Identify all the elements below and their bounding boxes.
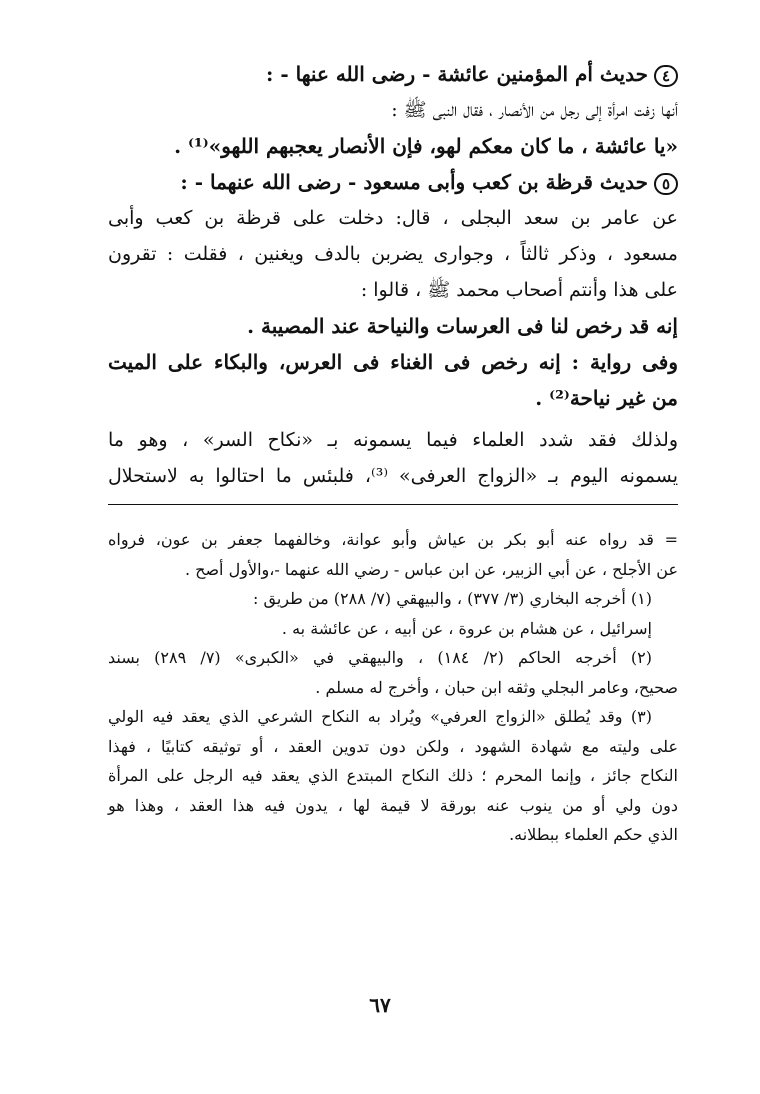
footnotes [108, 525, 678, 850]
section-4-number: ٤ [654, 65, 678, 87]
footnote-cont-line: عن الأجلح ، عن أبي الزبير، عن ابن عباس - رضي الله عنهما -،والأول أصح . [184, 559, 678, 579]
footnote-divider [108, 504, 678, 505]
section-5-variant-end: من غير نياحة⁽²⁾ . [535, 386, 678, 410]
section-4-quote: «يا عائشة ، ما كان معكم لهو، فإن الأنصار يعجبهم اللهو»⁽¹⁾ . [174, 134, 678, 158]
conclusion-line: ولذلك فقد شدد العلماء فيما يسمونه بـ «نكاح السر» ، وهو ما [108, 429, 678, 451]
footnote-3-line: الذي حكم العلماء ببطلانه. [509, 825, 678, 844]
footnote-1-line: إسرائيل ، عن هشام بن عروة ، عن أبيه ، عن عائشة به . [281, 618, 652, 638]
section-5-text-line: على هذا وأنتم أصحاب محمد ﷺ ، قالوا : [360, 279, 678, 301]
section-4-text: أنها زفت امرأة إلى رجل من الأنصار ، فقال النبى ﷺ : [391, 99, 678, 121]
page-number: ٦٧ [369, 993, 391, 1017]
section-5-quote: إنه قد رخص لنا فى العرسات والنياحة عند المصيبة . [247, 314, 678, 338]
section-4-heading-text: حديث أم المؤمنين عائشة - رضى الله عنها - : [265, 62, 648, 86]
section-5-text-line: عن عامر بن سعد البجلى ، قال: دخلت على قرظة بن كعب وأبى [108, 207, 678, 229]
footnote-3-line: على وليته مع شهادة الشهود ، ولكن دون تدوين العقد ، أو توثيقه كتابيًا ، فهذا [108, 736, 678, 756]
footnote-3-line: دون ولي أو من ينوب عنه بورقة لا قيمة لها ، يدون فيه هذا العقد ، وهذا هو [108, 795, 678, 815]
section-4-heading [108, 56, 678, 92]
conclusion-line: يسمونه اليوم بـ «الزواج العرفى» ⁽³⁾، فلبئس ما احتالوا به لاستحلال [108, 465, 678, 487]
footnote-3-line: النكاح جائز ، وإنما المحرم ؛ ذلك النكاح المبتدع الذي يعقد فيه الرجل على المرأة [108, 766, 678, 785]
page-body [108, 56, 678, 850]
footnote-2-line: (٢) أخرجه الحاكم (٢/ ١٨٤) ، والبيهقي في «الكبرى» (٧/ ٢٨٩) بسند [108, 648, 653, 667]
footnote-3-line: (٣) وقد يُطلق «الزواج العرفي» ويُراد به النكاح الشرعي الذي يعقد فيه الولي [108, 707, 652, 726]
footnote-2-line: صحيح، وعامر البجلي وثقه ابن حبان ، وأخرج له مسلم . [315, 677, 678, 697]
footnote-1-line: (١) أخرجه البخاري (٣/ ٣٧٧) ، والبيهقي (٧/ ٢٨٨) من طريق : [253, 589, 652, 608]
section-5-number: ٥ [654, 173, 678, 195]
section-5-text-line: مسعود ، وذكر ثالثاً ، وجوارى يضربن بالدف ويغنين ، فقلت : تقرون [108, 243, 678, 265]
section-5-heading [108, 164, 678, 200]
footnote-cont-line: = قد رواه عنه أبو بكر بن عياش وأبو عوانة، وخالفهما جعفر بن عون، فرواه [108, 530, 678, 549]
section-5-variant: وفى رواية : إنه رخص فى الغناء فى العرس، والبكاء على الميت [108, 350, 678, 374]
section-5-heading-text: حديث قرظة بن كعب وأبى مسعود - رضى الله عنهما - : [180, 170, 648, 194]
